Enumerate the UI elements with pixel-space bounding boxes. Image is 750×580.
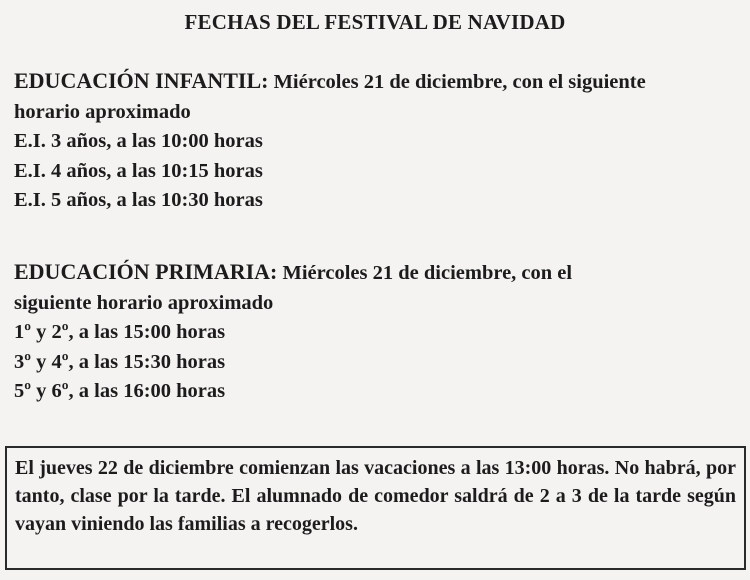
schedule-item: E.I. 3 años, a las 10:00 horas [14, 130, 263, 152]
page-title: FECHAS DEL FESTIVAL DE NAVIDAD [184, 10, 566, 34]
section-heading-text: Miércoles 21 de diciembre, con el [277, 262, 573, 284]
section-heading-text-continued: horario aproximado [14, 100, 191, 123]
schedule-item: 1º y 2º, a las 15:00 horas [14, 321, 226, 343]
notice-box [5, 446, 746, 570]
schedule-item: 5º y 6º, a las 16:00 horas [14, 380, 226, 402]
section-heading [14, 257, 744, 289]
section-heading-text: Miércoles 21 de diciembre, con el siguiente [268, 71, 646, 93]
schedule-item: E.I. 5 años, a las 10:30 horas [14, 189, 263, 211]
notice-text: El jueves 22 de diciembre comienzan las vacaciones a las 13:00 horas. No habrá, por tanto, clase por la tarde. El alumnado de comedor saldrá de 2 a 3 de la tarde según vayan viniendo las familias a recogerlos. [15, 457, 736, 535]
section-heading-text-continued: siguiente horario aproximado [14, 291, 274, 314]
section-educacion-infantil [14, 66, 744, 216]
section-heading-label: EDUCACIÓN INFANTIL: [14, 68, 269, 93]
section-heading-label: EDUCACIÓN PRIMARIA: [14, 259, 278, 284]
section-educacion-primaria [14, 257, 744, 407]
section-heading [14, 66, 744, 98]
schedule-item: E.I. 4 años, a las 10:15 horas [14, 159, 263, 182]
schedule-item: 3º y 4º, a las 15:30 horas [14, 350, 226, 373]
